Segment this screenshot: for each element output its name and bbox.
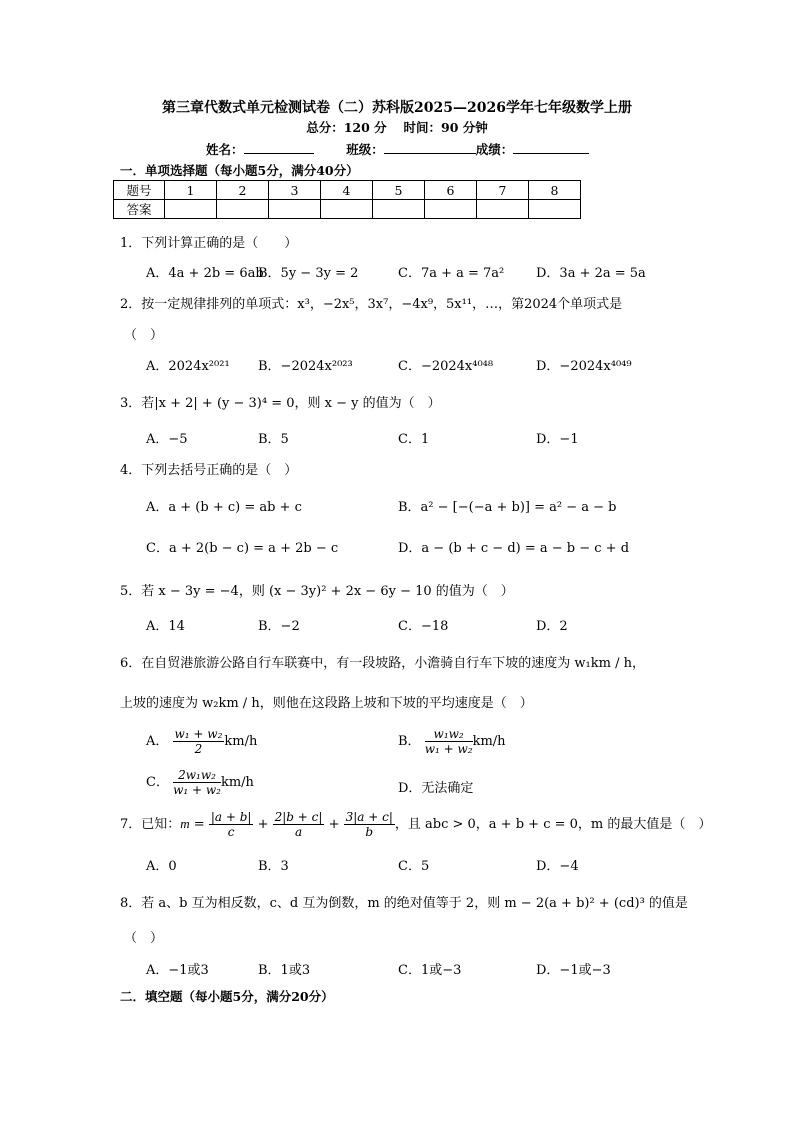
answer-cell[interactable] [477, 200, 529, 219]
answer-cell[interactable] [165, 200, 217, 219]
stem-prefix: 7．已知： [120, 817, 181, 832]
table-cell: 1 [165, 181, 217, 200]
q3-option-c: C．1 [398, 432, 430, 447]
page-title: 第三章代数式单元检测试卷（二）苏科版2025—2026学年七年级数学上册 [162, 100, 632, 116]
q3-option-a: A．−5 [146, 432, 188, 447]
q2-option-d: D．−2024x⁴⁰⁴⁹ [536, 359, 632, 374]
class-field[interactable] [384, 141, 476, 154]
exam-meta: 总分：120 分 时间：90 分钟 [306, 120, 488, 135]
q3-option-d: D．−1 [536, 432, 579, 447]
q7-option-b: B．3 [258, 859, 289, 874]
q5-option-a: A．14 [146, 619, 185, 634]
option-label: C． [146, 775, 169, 790]
unit-label: km/h [220, 775, 254, 790]
question-2-stem-cont: （ ） [124, 328, 164, 343]
table-cell: 5 [373, 181, 425, 200]
answer-cell[interactable] [373, 200, 425, 219]
option-label: A． [146, 734, 169, 749]
fraction: $\frac{\text{w₁ + w₂}}{2}$ [174, 727, 223, 756]
section-heading: 一．单项选择题（每小题5分，满分40分） [120, 163, 359, 178]
question-5-stem: 5．若 x − 3y = −4，则 (x − 3y)² + 2x − 6y − 10 的值为（ ） [120, 584, 514, 599]
q6-option-a [146, 727, 257, 756]
q5-option-c: C．−18 [398, 619, 449, 634]
q5-option-b: B．−2 [258, 619, 300, 634]
student-info-line [206, 140, 589, 158]
table-cell: 2 [217, 181, 269, 200]
answer-cell[interactable] [217, 200, 269, 219]
q2-option-a: A．2024x²⁰²¹ [146, 359, 230, 374]
q2-option-b: B．−2024x²⁰²³ [258, 359, 353, 374]
q3-option-b: B．5 [258, 432, 289, 447]
unit-label: km/h [472, 734, 506, 749]
table-cell: 答案 [114, 200, 165, 219]
question-8-stem: 8．若 a、b 互为相反数，c、d 互为倒数，m 的绝对值等于 2，则 m − 2(a + b)² + (cd)³ 的值是 [120, 896, 688, 911]
class-label: 班级： [346, 142, 384, 157]
q4-option-b: B．a² − [−(−a + b)] = a² − a − b [398, 500, 617, 515]
name-label: 姓名： [206, 142, 244, 157]
q4-option-d: D．a − (b + c − d) = a − b − c + d [398, 541, 630, 556]
q6-option-d: D．无法确定 [398, 781, 474, 796]
q6-option-b [398, 727, 506, 756]
table-cell: 7 [477, 181, 529, 200]
table-cell: 4 [321, 181, 373, 200]
answer-cell[interactable] [321, 200, 373, 219]
table-row [114, 200, 581, 219]
answer-cell[interactable] [529, 200, 581, 219]
question-8-stem-cont: （ ） [124, 931, 164, 946]
question-6-stem: 6．在自贸港旅游公路自行车联赛中，有一段坡路，小澹骑自行车下坡的速度为 w₁km / h， [120, 656, 645, 671]
option-label: B． [398, 734, 421, 749]
q7-option-a: A．0 [146, 859, 177, 874]
score-label: 成绩： [475, 142, 514, 157]
q8-option-a: A．−1或3 [146, 963, 209, 978]
q2-option-c: C．−2024x⁴⁰⁴⁸ [398, 359, 494, 374]
score-field[interactable] [513, 141, 589, 154]
fraction: $\frac{3|a + c|}{b}$ [345, 810, 393, 839]
q6-option-c [146, 768, 254, 797]
question-1-stem: 1．下列计算正确的是（ ） [120, 236, 298, 251]
q7-option-c: C．5 [398, 859, 430, 874]
q4-option-a: A．a + (b + c) = ab + c [146, 500, 302, 515]
q5-option-d: D．2 [536, 619, 568, 634]
fraction: $\frac{\text{w₁w₂}}{\text{w₁ + w₂}}$ [424, 727, 473, 756]
answer-cell[interactable] [425, 200, 477, 219]
table-row [114, 181, 581, 200]
table-cell: 3 [269, 181, 321, 200]
q8-option-c: C．1或−3 [398, 963, 462, 978]
table-cell: 题号 [114, 181, 165, 200]
answer-cell[interactable] [269, 200, 321, 219]
unit-label: km/h [224, 734, 258, 749]
fraction: $\frac{\text{2w₁w₂}}{\text{w₁ + w₂}}$ [173, 768, 221, 797]
question-2-stem: 2．按一定规律排列的单项式：x³，−2x⁵，3x⁷，−4x⁹，5x¹¹，…，第2024个单项式是 [120, 297, 623, 312]
q8-option-b: B．1或3 [258, 963, 311, 978]
table-cell: 6 [425, 181, 477, 200]
fraction: $\frac{2|b + c|}{a}$ [274, 810, 323, 839]
question-4-stem: 4．下列去括号正确的是（ ） [120, 463, 298, 478]
question-6-stem-cont: 上坡的速度为 w₂km / h，则他在这段路上坡和下坡的平均速度是（ ） [120, 696, 533, 711]
answer-table [113, 180, 581, 219]
q1-option-a: A．4a + 2b = 6ab [146, 266, 264, 281]
fraction: $\frac{|a + b|}{c}$ [210, 810, 252, 839]
name-field[interactable] [244, 141, 314, 154]
question-3-stem: 3．若|x + 2| + (y − 3)⁴ = 0，则 x − y 的值为（ ） [120, 396, 441, 411]
q1-option-c: C．7a + a = 7a² [398, 266, 505, 281]
question-7-stem: 7．已知：m = $\frac{|a + b|}{c}$ + $\frac{2|b + c|}{a}$ + $\frac{3|a + c|}{b}$ ，且 abc > 0，a + b + c = 0，m 的最大值是（ ） [120, 810, 712, 839]
section-heading: 二．填空题（每小题5分，满分20分） [120, 989, 334, 1004]
q4-option-c: C．a + 2(b − c) = a + 2b − c [146, 541, 339, 556]
q7-option-d: D．−4 [536, 859, 579, 874]
q8-option-d: D．−1或−3 [536, 963, 611, 978]
table-cell: 8 [529, 181, 581, 200]
stem-suffix: ，且 abc > 0，a + b + c = 0，m 的最大值是（ ） [394, 817, 712, 832]
q1-option-d: D．3a + 2a = 5a [536, 266, 646, 281]
q1-option-b: B．5y − 3y = 2 [258, 266, 359, 281]
